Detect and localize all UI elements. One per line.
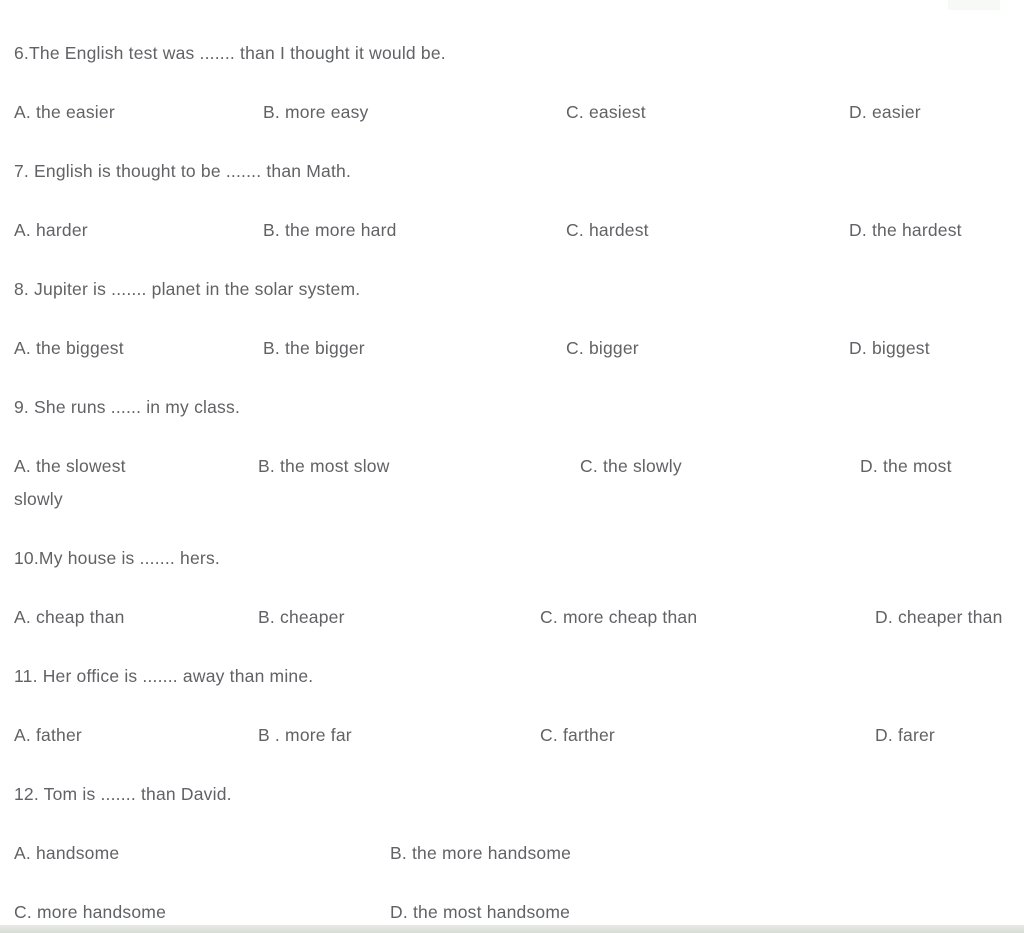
option-c: C. easiest (566, 102, 646, 122)
option-b: B. the more handsome (390, 843, 572, 863)
option-b: B. the most slow (258, 456, 390, 476)
option-b: B. cheaper (258, 607, 345, 627)
page-bottom-edge (0, 925, 1024, 933)
question-text: 7. English is thought to be ....... than Math. (14, 161, 352, 181)
option-d: D. easier (849, 102, 921, 122)
options-row (14, 214, 1024, 247)
option-b: B. the bigger (263, 338, 365, 358)
option-a: A. the biggest (14, 338, 124, 358)
option-d: D. biggest (849, 338, 930, 358)
option-c: C. more handsome (14, 902, 167, 922)
option-c: C. the slowly (580, 456, 682, 476)
question-text: 6.The English test was ....... than I thought it would be. (14, 43, 446, 63)
question-text: 9. She runs ...... in my class. (14, 397, 241, 417)
option-b: B. more easy (263, 102, 369, 122)
option-a: A. harder (14, 220, 88, 240)
options-row (14, 601, 1024, 634)
option-d: D. the most (860, 456, 952, 476)
option-d: D. cheaper than (875, 607, 1003, 627)
option-b: B. the more hard (263, 220, 397, 240)
option-c: C. hardest (566, 220, 649, 240)
option-d-continuation: slowly (14, 489, 63, 509)
option-a: A. the slowest (14, 456, 126, 476)
question-text: 8. Jupiter is ....... planet in the solar system. (14, 279, 361, 299)
question-text: 11. Her office is ....... away than mine. (14, 666, 314, 686)
option-d: D. the most handsome (390, 902, 571, 922)
options-row (14, 450, 1024, 516)
options-row (14, 719, 1024, 752)
page-corner-artifact (948, 0, 1000, 10)
option-c: C. more cheap than (540, 607, 698, 627)
option-a: A. father (14, 725, 82, 745)
options-row (14, 837, 1024, 870)
option-a: A. handsome (14, 843, 120, 863)
option-a: A. cheap than (14, 607, 125, 627)
option-c: C. bigger (566, 338, 639, 358)
options-row (14, 96, 1024, 129)
option-d: D. farer (875, 725, 935, 745)
option-c: C. farther (540, 725, 615, 745)
options-row (14, 332, 1024, 365)
option-b: B . more far (258, 725, 352, 745)
question-text: 12. Tom is ....... than David. (14, 784, 232, 804)
option-a: A. the easier (14, 102, 115, 122)
question-text: 10.My house is ....... hers. (14, 548, 220, 568)
option-d: D. the hardest (849, 220, 962, 240)
